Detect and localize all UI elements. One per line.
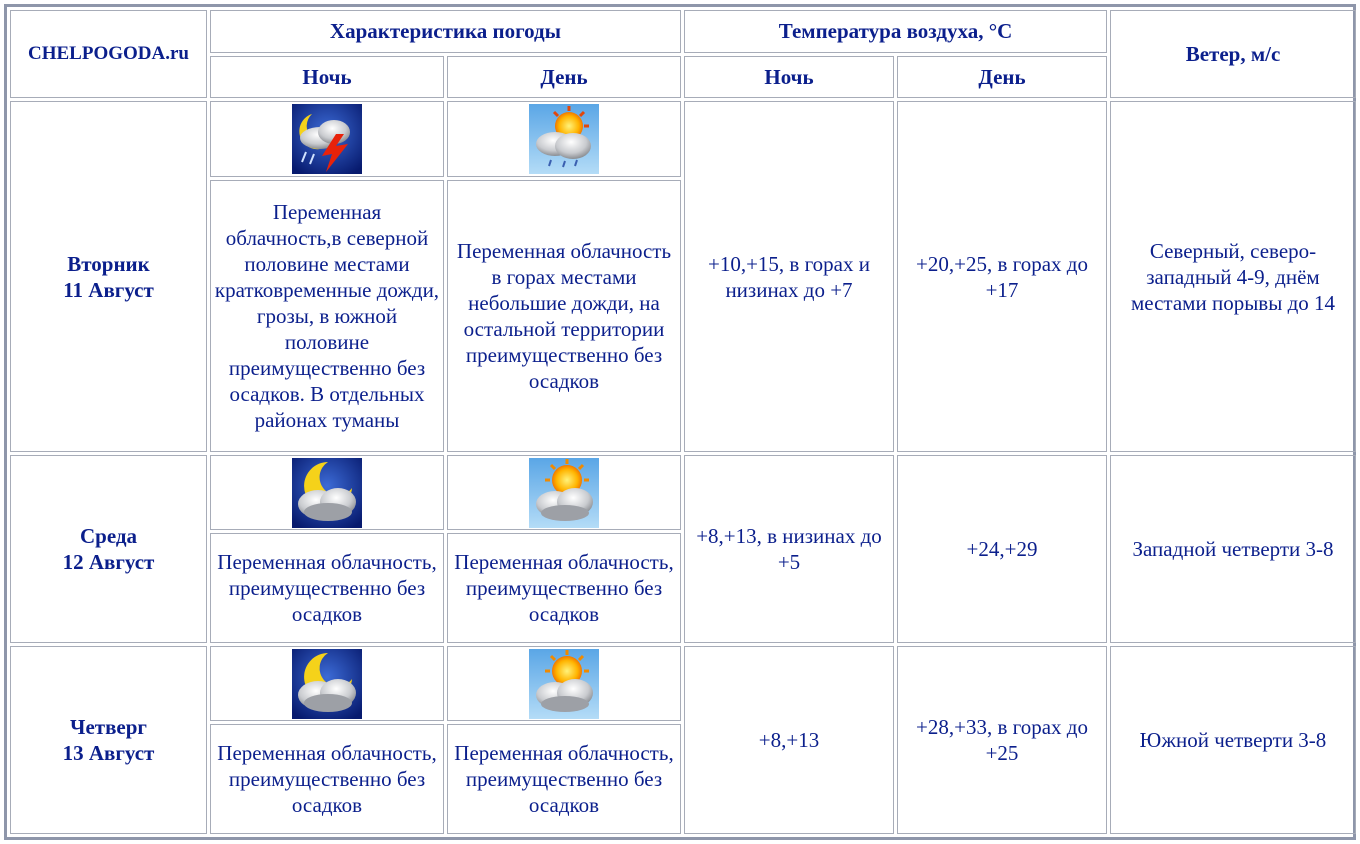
temp-day: +24,+29 — [897, 455, 1107, 643]
temp-day: +20,+25, в горах до +17 — [897, 101, 1107, 452]
date: 11 Август — [63, 277, 154, 302]
sun-cloud-icon — [529, 458, 599, 528]
night-description: Переменная облачность, преимущественно без осадков — [210, 533, 444, 643]
day-description: Переменная облачность, преимущественно без осадков — [447, 533, 681, 643]
wind-value: Южной четверти 3-8 — [1110, 646, 1356, 834]
weekday: Среда — [79, 523, 137, 548]
night-icon-cell — [210, 455, 444, 530]
forecast-table — [7, 7, 1359, 837]
weekday: Вторник — [67, 251, 150, 276]
thunderstorm-night-icon — [292, 104, 362, 174]
day-icon-cell — [447, 101, 681, 176]
sun-cloud-rain-icon — [529, 104, 599, 174]
night-icon-cell — [210, 101, 444, 176]
wind-header: Ветер, м/с — [1110, 10, 1356, 98]
site-brand[interactable]: CHELPOGODA.ru — [10, 10, 207, 98]
weather-characteristics-header: Характеристика погоды — [210, 10, 681, 53]
day-description: Переменная облачность, преимущественно без осадков — [447, 724, 681, 834]
day-description: Переменная облачность в горах местами небольшие дожди, на остальной территории преимущественно без осадков — [447, 180, 681, 452]
night-icon-cell — [210, 646, 444, 721]
wind-value: Западной четверти 3-8 — [1110, 455, 1356, 643]
moon-cloud-icon — [292, 458, 362, 528]
temp-night: +8,+13, в низинах до +5 — [684, 455, 894, 643]
night-description: Переменная облачность, преимущественно без осадков — [210, 724, 444, 834]
day-label — [10, 455, 207, 643]
day-icon-cell — [447, 646, 681, 721]
forecast-table-frame — [4, 4, 1356, 840]
weekday: Четверг — [70, 714, 147, 739]
weather-day-subheader: День — [447, 56, 681, 99]
date: 12 Август — [62, 549, 155, 574]
temp-night: +8,+13 — [684, 646, 894, 834]
temp-day: +28,+33, в горах до +25 — [897, 646, 1107, 834]
day-icon-cell — [447, 455, 681, 530]
temp-night: +10,+15, в горах и низинах до +7 — [684, 101, 894, 452]
temp-day-subheader: День — [897, 56, 1107, 99]
date: 13 Август — [62, 740, 155, 765]
day-label — [10, 646, 207, 834]
temp-night-subheader: Ночь — [684, 56, 894, 99]
air-temperature-header: Температура воздуха, °С — [684, 10, 1107, 53]
day-label — [10, 101, 207, 452]
weather-night-subheader: Ночь — [210, 56, 444, 99]
wind-value: Северный, северо-западный 4-9, днём местами порывы до 14 — [1110, 101, 1356, 452]
night-description: Переменная облачность,в северной половине местами кратковременные дожди, грозы, в южной половине преимущественно без осадков. В отдельных районах туманы — [210, 180, 444, 452]
sun-cloud-icon — [529, 649, 599, 719]
moon-cloud-icon — [292, 649, 362, 719]
